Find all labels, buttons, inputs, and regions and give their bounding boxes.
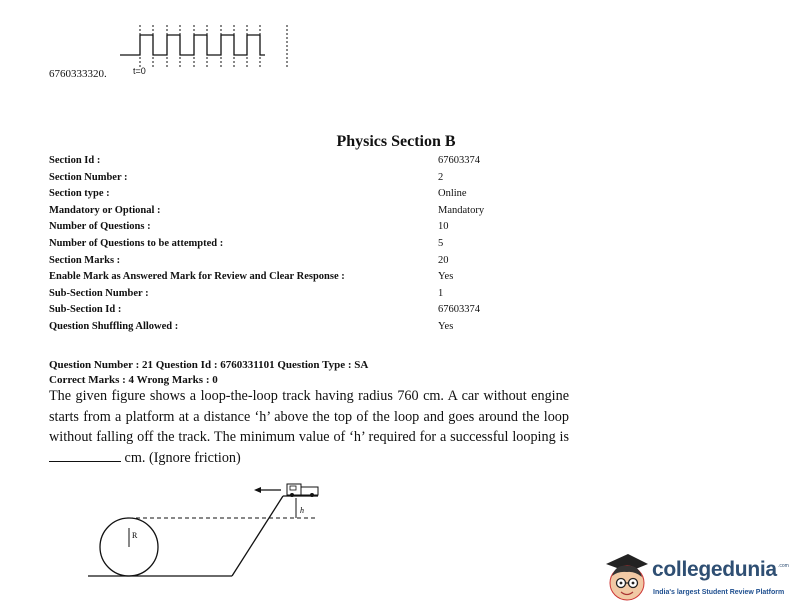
- info-value: 20: [438, 254, 449, 266]
- info-value: 67603374: [438, 304, 480, 316]
- answer-blank: [49, 449, 121, 462]
- info-label: Number of Questions :: [49, 221, 151, 233]
- section-title: Physics Section B: [336, 133, 456, 150]
- info-label: Question Shuffling Allowed :: [49, 320, 179, 332]
- t0-label: t=0: [133, 66, 146, 76]
- info-value: 2: [438, 171, 444, 183]
- previous-question-id: 6760333320.: [49, 68, 107, 80]
- car-icon: [287, 484, 318, 497]
- info-value: Yes: [438, 271, 454, 283]
- info-row: [49, 221, 569, 238]
- info-row: [49, 271, 569, 288]
- logo-wordmark: collegedunia: [652, 558, 777, 581]
- info-row: [49, 188, 569, 205]
- info-label: Section Number :: [49, 171, 128, 183]
- info-label: Number of Questions to be attempted :: [49, 237, 224, 249]
- info-value: Online: [438, 188, 467, 200]
- question-meta: [49, 358, 368, 388]
- info-row: [49, 321, 569, 338]
- direction-arrow-icon: [254, 487, 281, 493]
- info-label: Sub-Section Id :: [49, 304, 122, 316]
- info-value: 10: [438, 221, 449, 233]
- logo-tagline: India's largest Student Review Platform: [653, 589, 785, 596]
- collegedunia-logo: [600, 548, 790, 608]
- info-value: 1: [438, 287, 444, 299]
- info-label: Section Id :: [49, 155, 101, 166]
- radius-label: R: [132, 531, 138, 540]
- info-value: 67603374: [438, 155, 480, 166]
- info-value: Mandatory: [438, 204, 485, 216]
- section-info-table: [49, 155, 569, 338]
- info-value: Yes: [438, 320, 454, 332]
- mascot-icon: [602, 550, 650, 606]
- info-label: Section Marks :: [49, 254, 121, 266]
- info-label: Sub-Section Number :: [49, 287, 149, 299]
- info-label: Section type :: [49, 188, 110, 200]
- height-label: h: [300, 506, 304, 515]
- info-row: [49, 304, 569, 321]
- info-row: [49, 238, 569, 255]
- info-row: [49, 155, 569, 172]
- question-text-tail: cm. (Ignore friction): [124, 449, 241, 466]
- loop-track-figure: [86, 474, 336, 582]
- info-row: [49, 255, 569, 272]
- info-value: 5: [438, 237, 444, 249]
- info-label: Mandatory or Optional :: [49, 204, 161, 216]
- logo-suffix: .com: [778, 563, 789, 569]
- info-row: [49, 288, 569, 305]
- question-meta-line2: Correct Marks : 4 Wrong Marks : 0: [49, 374, 218, 386]
- info-label: Enable Mark as Answered Mark for Review and Clear Response :: [49, 271, 345, 283]
- square-wave-figure: [115, 22, 295, 72]
- info-row: [49, 205, 569, 222]
- question-text-main: The given figure shows a loop-the-loop track having radius 760 cm. A car without engine starts from a platform at a distance ‘h’ above the top of the loop and goes around the loop without falling off the track. The minimum value of ‘h’ required for a successful looping is: [49, 388, 569, 445]
- info-row: [49, 172, 569, 189]
- question-meta-line1: Question Number : 21 Question Id : 6760331101 Question Type : SA: [49, 359, 369, 371]
- question-text: [49, 386, 569, 468]
